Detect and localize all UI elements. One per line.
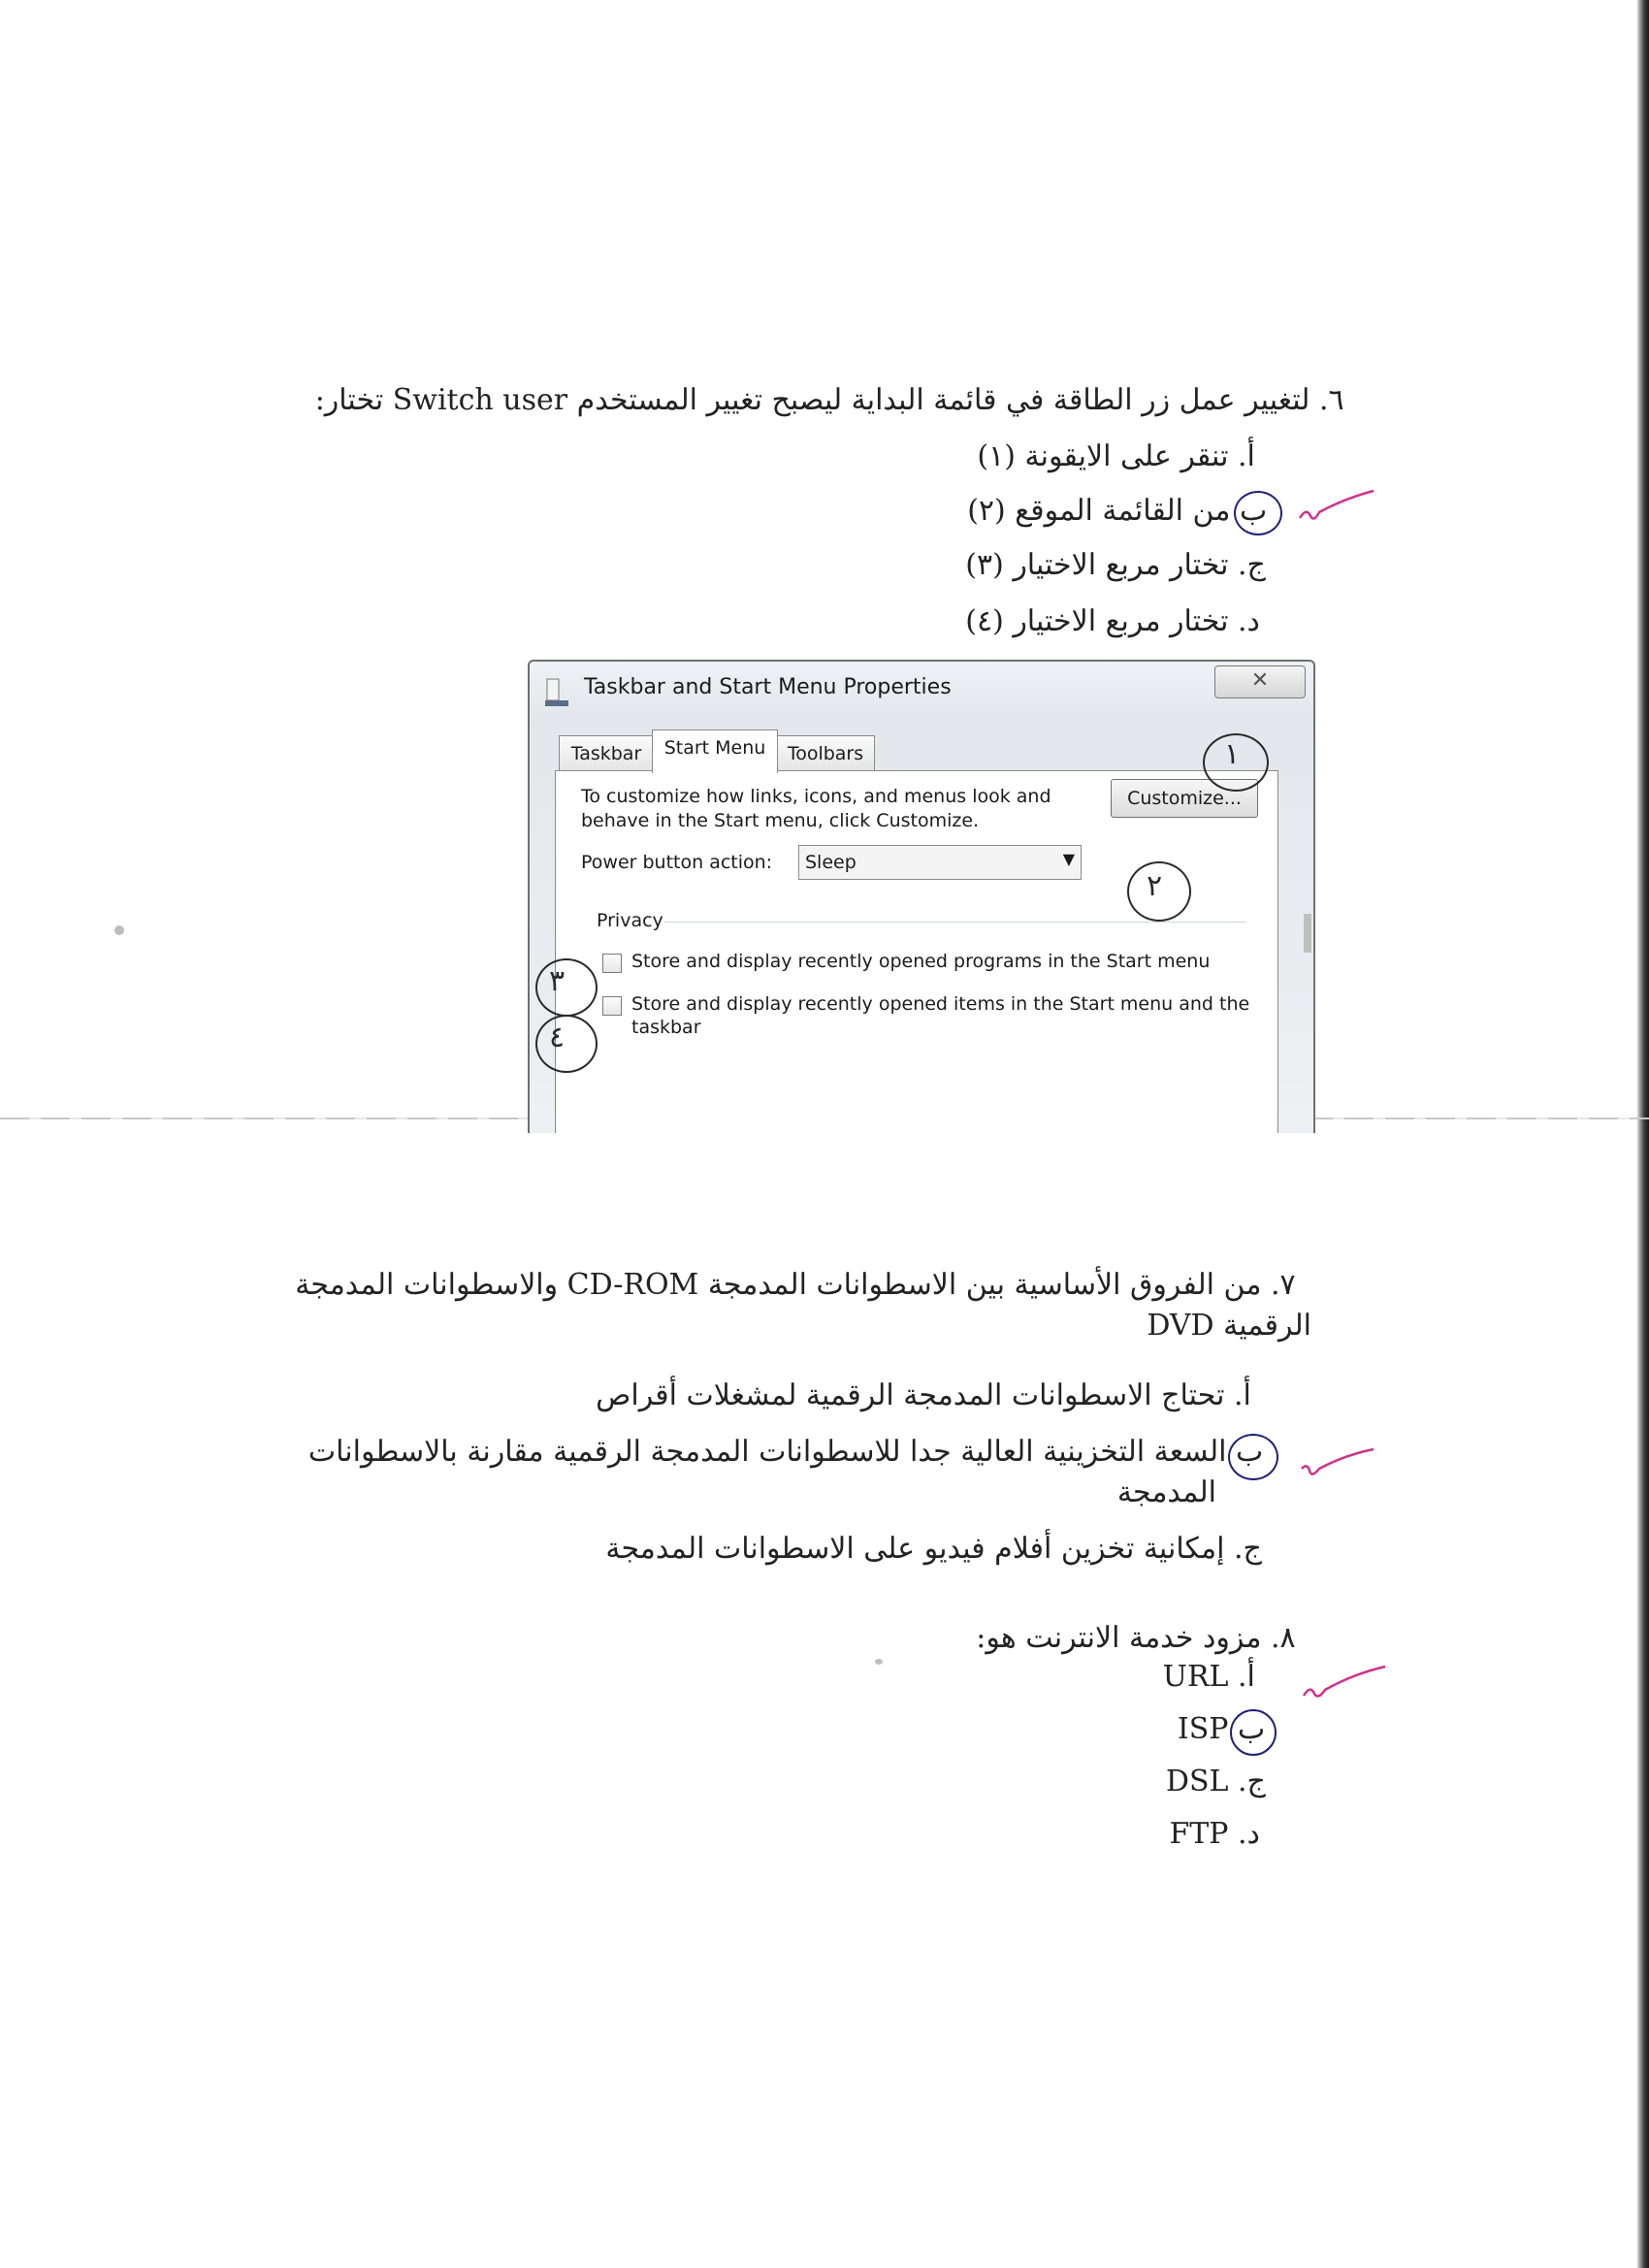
option-text: تختار مربع الاختيار (٤)	[965, 604, 1229, 638]
answer-circle	[1234, 491, 1282, 535]
q6-text: لتغيير عمل زر الطاقة في قائمة البداية ليصبح تغيير المستخدم Switch user تختار:	[314, 383, 1310, 417]
q6-option-b[interactable]	[967, 491, 1275, 532]
q6-stem	[315, 380, 1358, 421]
option-text: من القائمة الموقع (٢)	[967, 494, 1231, 528]
taskbar-icon	[543, 677, 570, 708]
option-text: إمكانية تخزين أفلام فيديو على الاسطوانات المدمجة	[605, 1532, 1225, 1566]
recent-programs-checkbox[interactable]	[602, 954, 622, 973]
option-label: ج.	[1238, 548, 1266, 582]
callout-circle-3	[535, 958, 598, 1017]
recent-items-checkbox[interactable]	[602, 996, 622, 1016]
q7-text-line2: الرقمية DVD	[1147, 1309, 1311, 1343]
power-button-dropdown[interactable]	[798, 845, 1082, 880]
option-text-line1: السعة التخزينية العالية جدا للاسطوانات المدمجة الرقمية مقارنة بالاسطوانات	[307, 1435, 1227, 1469]
recent-items-label-line1: Store and display recently opened items in the Start menu and the	[631, 993, 1250, 1015]
option-text: DSL	[1165, 1765, 1229, 1798]
recent-programs-label: Store and display recently opened programs in the Start menu	[631, 951, 1211, 972]
option-label: ج.	[1238, 1765, 1266, 1798]
option-label: أ.	[1238, 1660, 1255, 1694]
option-label: ب	[1236, 1435, 1264, 1469]
option-text: ISP	[1177, 1712, 1229, 1746]
taskbar-properties-dialog	[528, 660, 1315, 1133]
check-mark-icon	[1300, 1661, 1389, 1705]
tab-taskbar[interactable]: Taskbar	[559, 735, 654, 771]
q7-option-b[interactable]	[308, 1432, 1271, 1473]
callout-number-2: ٢	[1147, 869, 1163, 903]
answer-circle	[1228, 1434, 1278, 1480]
option-text: URL	[1162, 1660, 1229, 1694]
q6-option-a[interactable]	[977, 437, 1273, 477]
tab-panel	[555, 770, 1278, 1133]
close-button[interactable]: ✕	[1214, 665, 1306, 698]
tab-start-menu[interactable]: Start Menu	[652, 729, 778, 773]
option-label: أ.	[1234, 1378, 1251, 1412]
q7-option-a[interactable]	[596, 1376, 1269, 1416]
q7-option-b-line2: المدمجة	[1116, 1475, 1216, 1509]
scan-edge	[1637, 0, 1649, 2268]
option-label: أ.	[1238, 439, 1255, 473]
customize-description-line2: behave in the Start menu, click Customize.	[581, 810, 980, 831]
scan-shadow	[1304, 914, 1311, 953]
privacy-group-label: Privacy	[597, 910, 663, 931]
group-divider	[664, 922, 1246, 923]
callout-circle-4	[535, 1015, 598, 1073]
check-mark-icon	[1298, 1442, 1377, 1480]
option-label: د.	[1238, 604, 1260, 638]
customize-description-line1: To customize how links, icons, and menus look and	[581, 786, 1051, 807]
check-mark-icon	[1296, 485, 1377, 528]
option-label: ب	[1238, 1712, 1266, 1746]
power-button-value: Sleep	[805, 852, 857, 873]
q7-stem-line1	[295, 1265, 1310, 1306]
callout-number-3: ٣	[549, 964, 566, 998]
q8-stem	[976, 1618, 1310, 1659]
option-label: ج.	[1234, 1532, 1262, 1566]
q8-option-a[interactable]	[1163, 1657, 1273, 1698]
callout-number-1: ١	[1224, 737, 1241, 771]
customize-button[interactable]: Customize...	[1111, 779, 1258, 818]
q8-number: ٨.	[1271, 1621, 1296, 1655]
scan-speck	[875, 1659, 883, 1665]
option-text: تختار مربع الاختيار (٣)	[965, 548, 1229, 582]
answer-circle	[1230, 1709, 1277, 1756]
q8-option-d[interactable]	[1169, 1814, 1273, 1855]
tab-toolbars[interactable]: Toolbars	[776, 735, 875, 771]
callout-number-4: ٤	[549, 1021, 566, 1054]
power-button-label: Power button action:	[581, 852, 773, 873]
q6-option-d[interactable]	[965, 601, 1273, 642]
option-label: ب	[1240, 494, 1268, 528]
q8-text: مزود خدمة الانترنت هو:	[976, 1621, 1262, 1655]
option-text: تحتاج الاسطوانات المدمجة الرقمية لمشغلات أقراص	[596, 1378, 1225, 1412]
q7-number: ٧.	[1271, 1268, 1296, 1302]
q7-text-line1: من الفروق الأساسية بين الاسطوانات المدمجة CD-ROM والاسطوانات المدمجة	[295, 1268, 1262, 1302]
dialog-title: Taskbar and Start Menu Properties	[584, 675, 952, 699]
option-text: تنقر على الايقونة (١)	[977, 439, 1229, 473]
q7-option-c[interactable]	[605, 1529, 1269, 1570]
scan-speck	[114, 925, 124, 935]
dropdown-arrow-icon: ▼	[1062, 850, 1075, 868]
q8-option-c[interactable]	[1166, 1762, 1273, 1802]
option-text: FTP	[1169, 1817, 1229, 1851]
recent-items-label-line2: taskbar	[631, 1017, 701, 1038]
option-label: د.	[1238, 1817, 1260, 1851]
q6-option-c[interactable]	[965, 545, 1273, 586]
q6-number: ٦.	[1319, 383, 1344, 417]
